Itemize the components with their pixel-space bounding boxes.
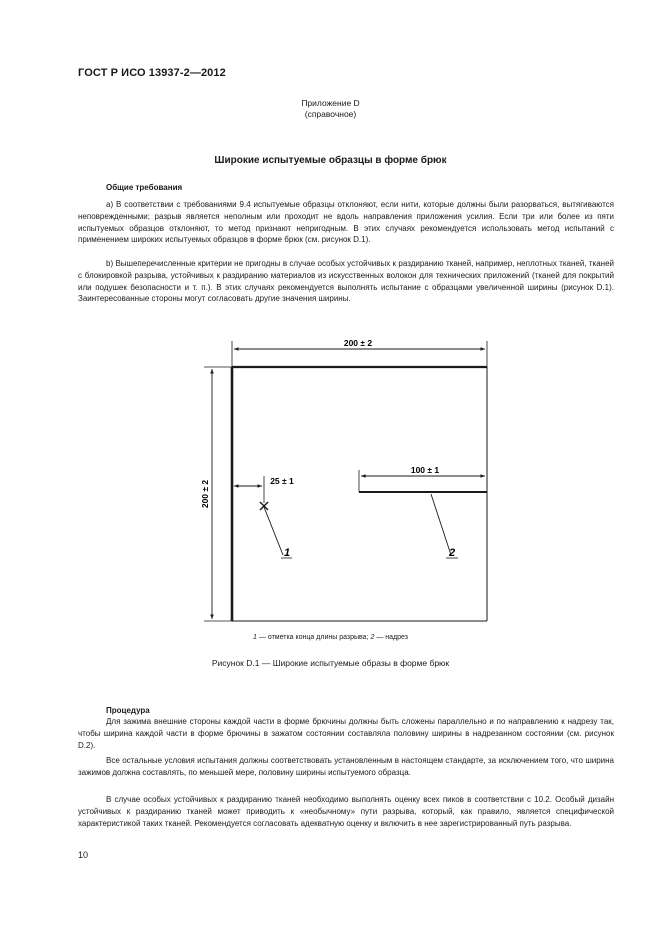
paragraph-a: а) В соответствии с требованиями 9.4 испытуемые образцы отклоняют, если нити, которые должны были разорваться, вытягиваются неповрежденными; разрыв является неполным или проходит не вдоль направления приложения усилия. Если три или более из пяти испытуемых образцов отклоняют, то метод признают непригодным. В этих случаях рекомендуется использовать метод испытаний с применением широких испытуемых образцов в форме брюк (см. рисунок D.1). [78,200,614,245]
figure-legend: 1 — отметка конца длины разрыва; 2 — надрез [253,634,408,641]
general-requirements-heading: Общие требования [106,183,183,192]
annex-note: (справочное) [304,109,357,119]
specimen-outline [232,367,487,621]
offset-dimension [234,476,264,503]
procedure-heading: Процедура [106,706,150,715]
tear-end-mark [260,502,268,510]
paragraph-b: b) Вышеперечисленные критерии не пригодны в случае особых устойчивых к раздиранию тканей, например, неплотных тканей, тканей с блокировкой разрыва, устойчивых к раздиранию материалов из искусственных волокон для технических приложений (тканей для покрытий или подушек безопасности и т. п.). В этих случаях рекомендуется выполнять испытание с образцами увеличенной ширины (рисунок D.1). Заинтересованные стороны могут согласовать другие значения ширины. [78,259,614,304]
page-number: 10 [78,850,89,860]
slit-dimension-label: 100 ± 1 [410,465,440,475]
leader-line-2 [431,494,451,555]
procedure-paragraph-2: Все остальные условия испытания должны соответствовать установленным в настоящем стандарте, за исключением того, что ширина зажимов должна составлять, по меньшей мере, половину ширины испытуемого образца. [78,756,614,777]
annex-title: Широкие испытуемые образцы в форме брюк [214,155,447,166]
annex-label: Приложение D [301,98,360,108]
offset-dimension-label: 25 ± 1 [270,476,294,486]
callout-label-2: 2 [449,547,456,559]
procedure-paragraph-3: В случае особых устойчивых к раздиранию тканей необходимо выполнять оценку всех пиков в соответствии с 10.2. Особый дизайн устойчивых к раздиранию тканей может приводить к «необычному» пути разрыва, который, как правило, является специфической характеристикой таких тканей. Рекомендуется согласовать адекватную оценку и включить в нее зарегистрированный путь разрыва. [78,795,614,828]
procedure-paragraph-1: Для зажима внешние стороны каждой части в форме брючины должны быть сложены параллельно и по направлению к надрезу так, чтобы ширина каждой части в форме брючины в зажатом состоянии составляла половину ширины в надрезанном состоянии (см. рисунок D.2). [78,717,614,750]
leader-line-1 [264,507,283,555]
width-dimension-label: 200 ± 2 [343,338,373,348]
document-id: ГОСТ Р ИСО 13937-2—2012 [78,67,226,79]
callout-label-1: 1 [284,547,291,559]
figure-caption: Рисунок D.1 — Широкие испытуемые образы в форме брюк [211,658,450,668]
height-dimension-label: 200 ± 2 [200,479,210,509]
